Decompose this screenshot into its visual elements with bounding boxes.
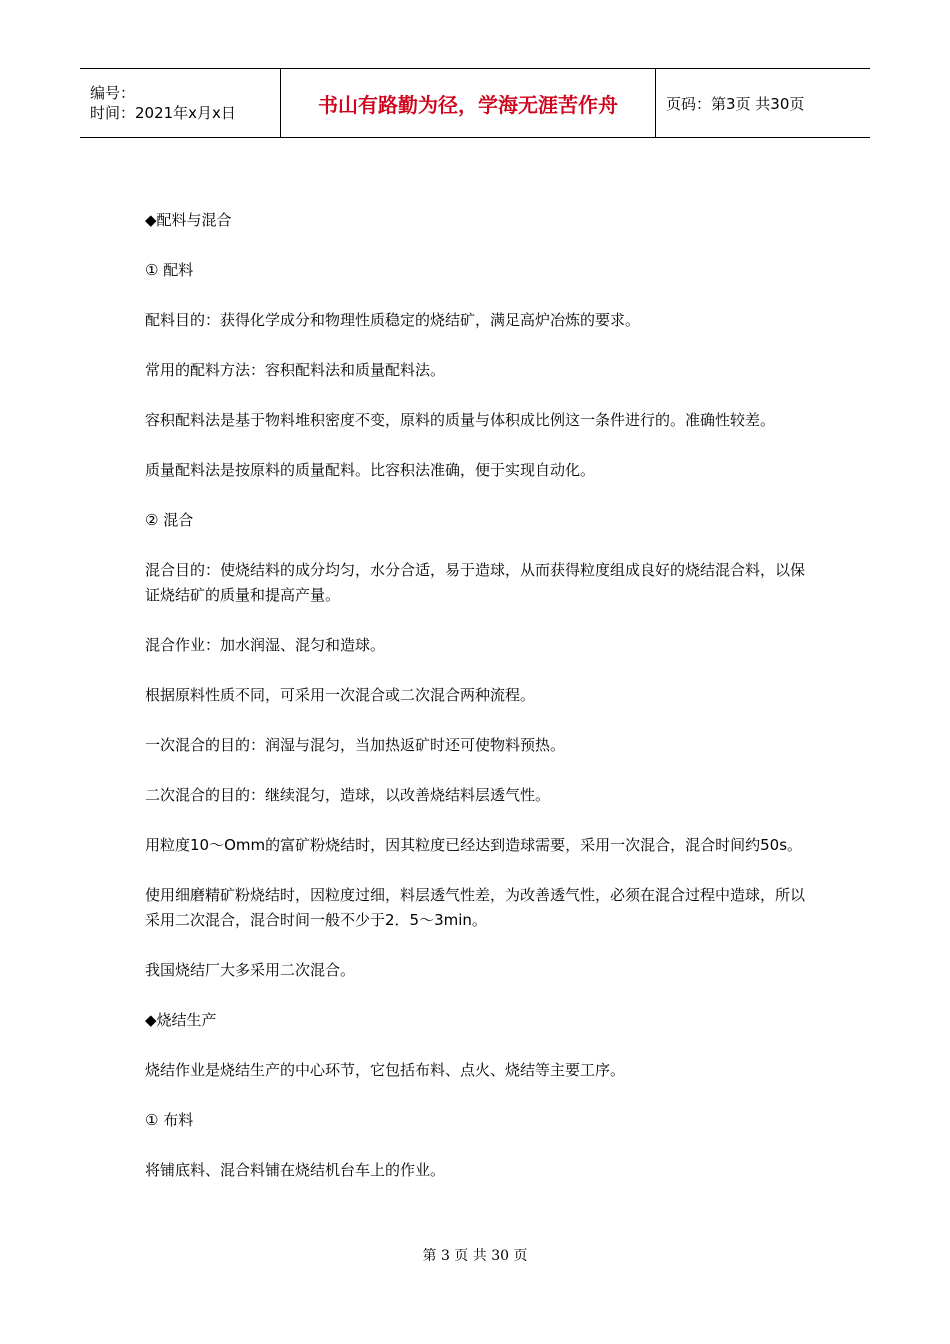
paragraph: 一次混合的目的：润湿与混匀，当加热返矿时还可使物料预热。	[145, 736, 566, 754]
subsection-heading: ① 布料	[145, 1111, 194, 1129]
document-body	[145, 208, 805, 1208]
paragraph: 二次混合的目的：继续混匀，造球，以改善烧结料层透气性。	[145, 786, 551, 804]
paragraph: 质量配料法是按原料的质量配料。比容积法准确，便于实现自动化。	[145, 461, 596, 479]
header-page-info: 页码：第3页 共30页	[666, 94, 805, 113]
page-footer: 第 3 页 共 30 页	[422, 1248, 528, 1264]
paragraph: 配料目的：获得化学成分和物理性质稳定的烧结矿，满足高炉冶炼的要求。	[145, 311, 641, 329]
section-heading: ◆配料与混合	[145, 211, 232, 229]
paragraph: 常用的配料方法：容积配料法和质量配料法。	[145, 361, 446, 379]
header-meta-cell	[80, 69, 281, 137]
subsection-heading: ② 混合	[145, 511, 194, 529]
paragraph: 我国烧结厂大多采用二次混合。	[145, 961, 356, 979]
document-date-label: 时间：2021年x月x日	[90, 104, 236, 122]
header-page-cell	[656, 69, 870, 137]
motto-text: 书山有路勤为径，学海无涯苦作舟	[318, 92, 618, 117]
paragraph: 使用细磨精矿粉烧结时，因粒度过细，料层透气性差，为改善透气性，必须在混合过程中造球，所以采用二次混合，混合时间一般不少于2．5～3min。	[145, 886, 806, 929]
page-header	[80, 68, 870, 138]
paragraph: 混合目的：使烧结料的成分均匀，水分合适，易于造球，从而获得粒度组成良好的烧结混合料，以保证烧结矿的质量和提高产量。	[145, 561, 806, 604]
document-number-label: 编号：	[90, 84, 136, 102]
section-heading: ◆烧结生产	[145, 1011, 217, 1029]
paragraph: 用粒度10～Omm的富矿粉烧结时，因其粒度已经达到造球需要，采用一次混合，混合时间约50s。	[145, 836, 803, 854]
paragraph: 混合作业：加水润湿、混匀和造球。	[145, 636, 386, 654]
header-motto-cell	[281, 69, 656, 137]
paragraph: 将铺底料、混合料铺在烧结机台车上的作业。	[145, 1161, 446, 1179]
paragraph: 容积配料法是基于物料堆积密度不变，原料的质量与体积成比例这一条件进行的。准确性较差。	[145, 411, 776, 429]
paragraph: 根据原料性质不同，可采用一次混合或二次混合两种流程。	[145, 686, 536, 704]
paragraph: 烧结作业是烧结生产的中心环节，它包括布料、点火、烧结等主要工序。	[145, 1061, 626, 1079]
subsection-heading: ① 配料	[145, 261, 194, 279]
